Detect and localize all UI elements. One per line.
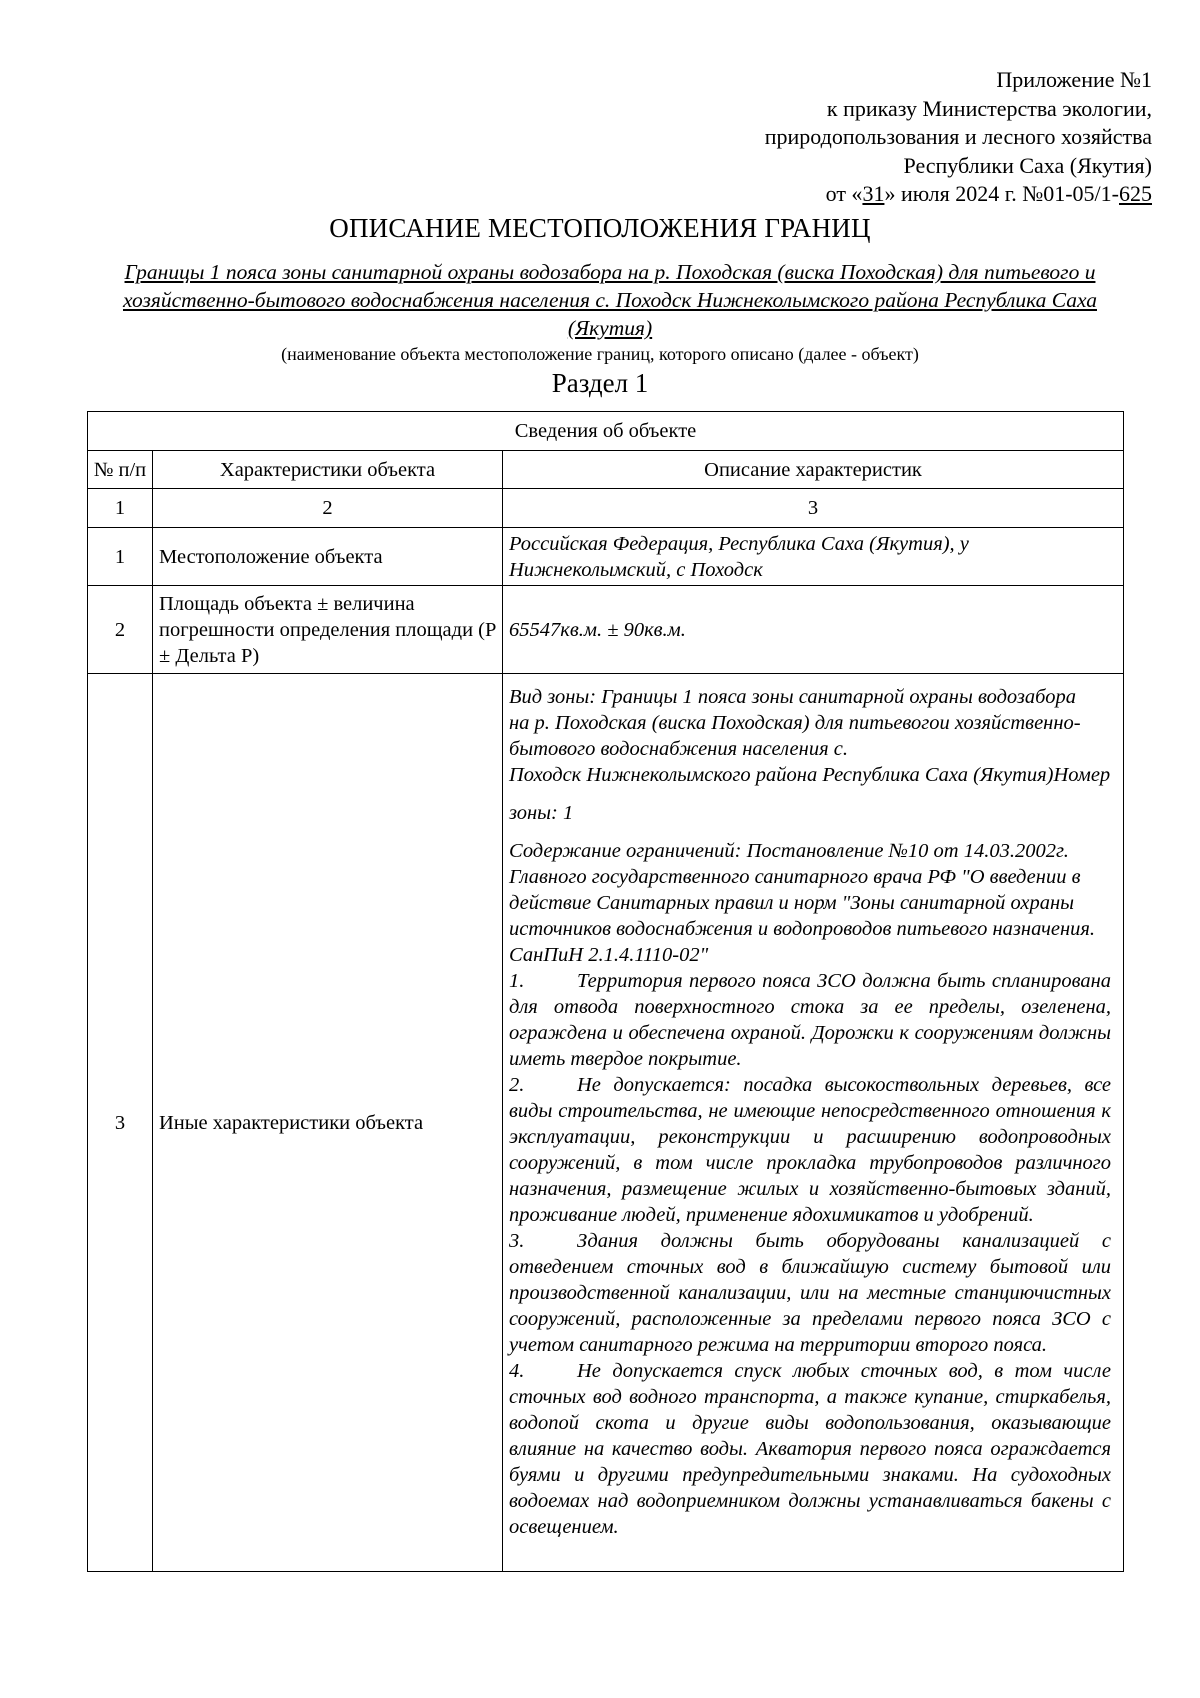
row-number: 3 (88, 674, 153, 1572)
row-description: Российская Федерация, Республика Саха (Якутия), у Нижнеколымский, с Походск (503, 528, 1124, 586)
document-title: ОПИСАНИЕ МЕСТОПОЛОЖЕНИЯ ГРАНИЦ (329, 213, 871, 243)
zone-number: зоны: 1 (509, 802, 574, 824)
order-number: 625 (1119, 181, 1152, 206)
restriction-item (509, 968, 1111, 1072)
table-caption: Сведения об объекте (88, 412, 1124, 451)
table-caption-row (88, 412, 1124, 451)
column-number: 2 (153, 489, 503, 528)
table-row (88, 586, 1124, 674)
column-number: 3 (503, 489, 1124, 528)
restrictions-line: действие Санитарных правил и норм "Зоны санитарной охраны (509, 892, 1075, 914)
item-index: 4. (509, 1360, 525, 1382)
header-description: Описание характеристик (503, 451, 1124, 489)
table-row (88, 674, 1124, 1572)
header-num: № п/п (88, 451, 153, 489)
row-characteristic: Площадь объекта ± величина погрешности определения площади (Р ± Дельта Р) (153, 586, 503, 674)
object-info-table (87, 411, 1124, 1572)
restriction-item (509, 1228, 1111, 1358)
restriction-item (509, 1358, 1111, 1540)
item-index: 1. (509, 970, 525, 992)
item-text: Территория первого пояса ЗСО должна быть спланирована для отвода поверхностного стока за ее пределы, озеленена, ограждена и обеспечена охраной. Дорожки к сооружениям должны иметь твердое покрытие. (509, 970, 1112, 1070)
restrictions-line: СанПиН 2.1.4.1110-02" (509, 944, 709, 966)
appendix-line: к приказу Министерства экологии, (826, 95, 1152, 121)
row-number: 1 (88, 528, 153, 586)
restrictions-line: Главного государственного санитарного врача РФ "О введении в (509, 866, 1081, 888)
restrictions-line: источников водоснабжения и водопроводов питьевого назначения. (509, 918, 1096, 940)
item-text: Не допускается спуск любых сточных вод, в том числе сточных вод водного транспорта, а также купание, стиркабелья, водопой скота и другие виды водопользования, оказывающие влияние на качество воды. Акватория первого пояса ограждается буями и другими предупредительными знаками. На судоходных водоемах над водоприемником должны устанавливаться бакены с освещением. (509, 1360, 1112, 1538)
row-characteristic: Местоположение объекта (153, 528, 503, 586)
row-characteristic: Иные характеристики объекта (153, 674, 503, 1572)
appendix-line: Республики Саха (Якутия) (903, 152, 1152, 178)
appendix-line: Приложение №1 (996, 67, 1152, 92)
restriction-item (509, 1072, 1111, 1228)
date-day: 31 (862, 181, 885, 206)
section-title: Раздел 1 (551, 368, 649, 398)
object-name: Границы 1 пояса зоны санитарной охраны водозабора на р. Походская (виска Походская) для питьевого и хозяйственно-бытового водоснабжения населения с. Походск Нижнеколымского района Республика Саха (Якутия) (123, 260, 1097, 340)
date-prefix: от « (825, 181, 863, 206)
appendix-date-line (452, 180, 1152, 209)
zone-type-line: Вид зоны: Границы 1 пояса зоны санитарной охраны водозабора (509, 686, 1076, 708)
appendix-header (452, 66, 1152, 209)
table-header-row (88, 451, 1124, 489)
appendix-line: природопользования и лесного хозяйства (764, 124, 1152, 149)
zone-type-line: на р. Походская (виска Походская) для питьевогои хозяйственно- (509, 712, 1081, 734)
item-index: 3. (509, 1230, 525, 1252)
header-characteristic: Характеристики объекта (153, 451, 503, 489)
date-middle: » июля 2024 г. №01-05/1- (884, 181, 1119, 206)
row-description: 65547кв.м. ± 90кв.м. (503, 586, 1124, 674)
column-number: 1 (88, 489, 153, 528)
column-number-row (88, 489, 1124, 528)
restrictions-line: Содержание ограничений: Постановление №10 от 14.03.2002г. (509, 840, 1069, 862)
object-caption: (наименование объекта местоположение границ, которого описано (далее - объект) (281, 344, 919, 364)
item-text: Не допускается: посадка высокоствольных деревьев, все виды строительства, не имеющие непосредственного отношения к эксплуатации, реконструкции и расширению водопроводных сооружений, в том числе прокладка трубопроводов различного назначения, размещение жилых и хозяйственно-бытовых зданий, проживание людей, применение ядохимикатов и удобрений. (509, 1074, 1112, 1226)
table-row (88, 528, 1124, 586)
zone-type-line: бытового водоснабжения населения с. (509, 738, 848, 760)
item-index: 2. (509, 1074, 525, 1096)
zone-type-line: Походск Нижнеколымского района Республика Саха (Якутия)Номер (509, 764, 1111, 786)
item-text: Здания должны быть оборудованы канализацией с отведением сточных вод в ближайшую систему бытовой или производственной канализации, или на местные станциючистных сооружений, расположенные за пределами первого пояса ЗСО с учетом санитарного режима на территории второго пояса. (509, 1230, 1112, 1356)
row-description-other (503, 674, 1124, 1572)
row-number: 2 (88, 586, 153, 674)
